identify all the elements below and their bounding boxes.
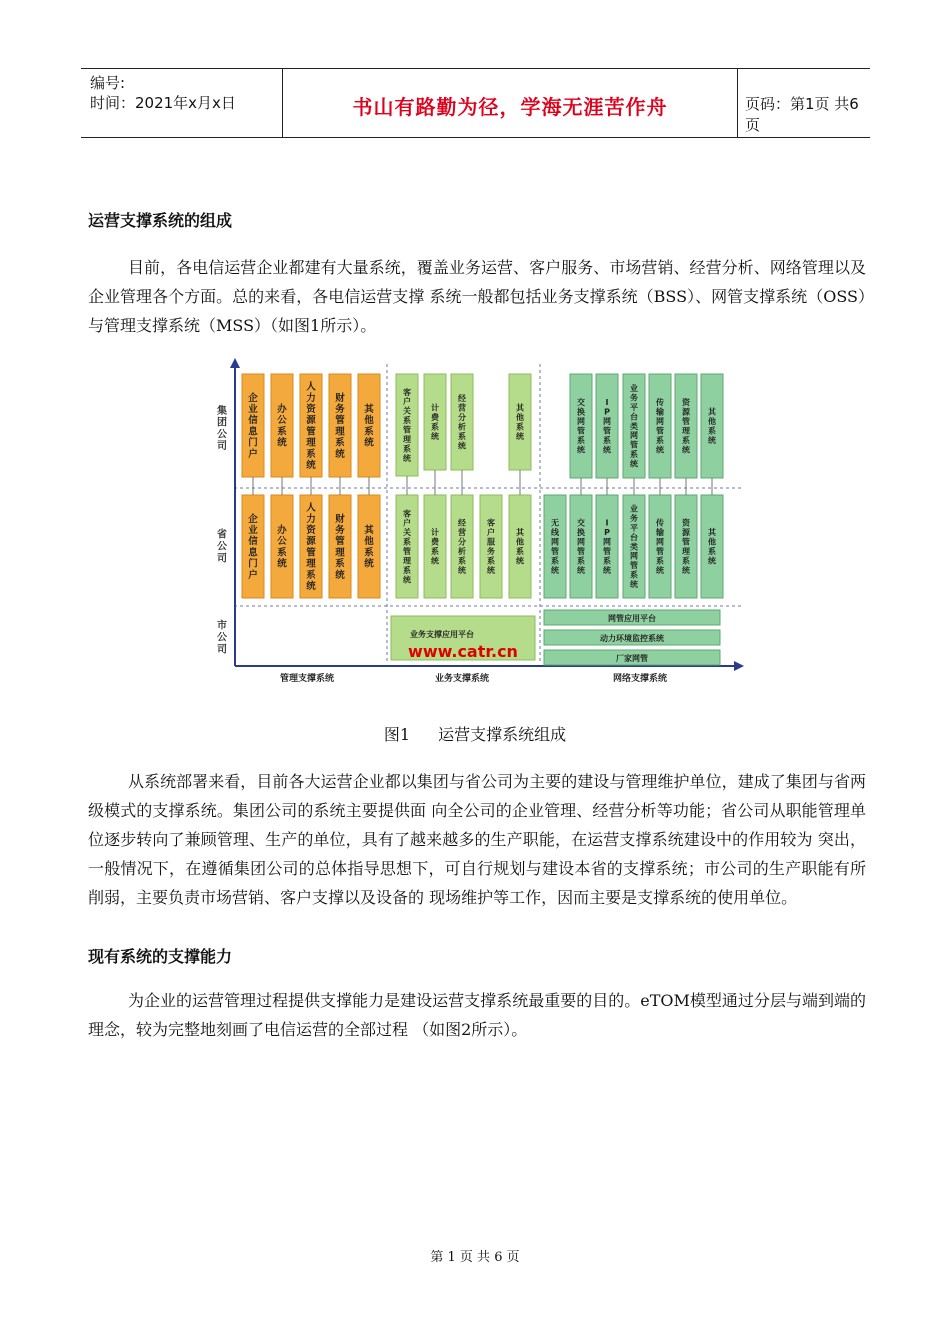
figure-caption <box>0 722 950 745</box>
serial-label: 编号: <box>90 74 126 92</box>
row-label-1: 省公司 <box>217 529 227 565</box>
city-net-bar-label-0: 网管应用平台 <box>608 614 656 623</box>
mgmt-box-0-4-label: 其他系统 <box>364 404 374 449</box>
mgmt-box-0-3-label: 财务管理系统 <box>335 392 345 460</box>
group-label-2: 网络支撑系统 <box>612 674 668 684</box>
net-group-box-3-label: 传输网管系统 <box>656 398 664 455</box>
biz-group-box-3-label: 其他系统 <box>516 403 524 441</box>
watermark: www.catr.cn <box>408 642 518 661</box>
biz-prov-box-0-label: 客户关系管理系统 <box>403 509 411 585</box>
y-axis-arrow <box>230 358 240 368</box>
net-prov-box-5-label: 资源管理系统 <box>682 518 690 575</box>
net-prov-box-2-label: I P 网管系统 <box>603 518 611 575</box>
page-info: 页码：第1页 共6页 <box>745 95 859 134</box>
mgmt-box-1-3-label: 财务管理系统 <box>335 513 345 581</box>
figure-diagram <box>204 354 748 690</box>
net-prov-box-3-label: 业务平台类网管系统 <box>630 504 638 590</box>
row-label-0: 集团公司 <box>217 405 227 453</box>
net-group-box-1-label: I P 网管系统 <box>603 398 611 455</box>
header-motto-cell <box>282 69 738 137</box>
group-label-1: 业务支撑系统 <box>434 674 490 684</box>
net-group-box-4-label: 资源管理系统 <box>682 398 690 455</box>
city-net-bar-label-2: 厂家网管 <box>616 654 648 663</box>
section-heading-composition: 运营支撑系统的组成 <box>88 211 233 230</box>
biz-group-box-1-label: 计费系统 <box>431 403 439 441</box>
mgmt-box-1-0-label: 企业信息门户 <box>248 513 258 581</box>
page-header <box>81 68 870 138</box>
time-label: 时间：2021年x月x日 <box>90 94 236 112</box>
mgmt-box-0-1-label: 办公系统 <box>277 404 287 449</box>
mgmt-box-1-4-label: 其他系统 <box>364 525 374 570</box>
page-footer: 第 1 页 共 6 页 <box>430 1250 520 1265</box>
header-left-cell <box>81 69 282 137</box>
biz-prov-box-2-label: 经营分析系统 <box>458 518 466 575</box>
mgmt-box-1-1-label: 办公系统 <box>277 525 287 570</box>
biz-prov-box-1-label: 计费系统 <box>431 528 439 566</box>
net-prov-box-0-label: 无线网管系统 <box>551 518 559 575</box>
section-heading-capability: 现有系统的支撑能力 <box>88 947 233 966</box>
figure-caption-text: 运营支撑系统组成 <box>438 725 567 744</box>
net-group-box-5-label: 其他系统 <box>708 407 716 445</box>
biz-group-box-2-label: 经营分析系统 <box>458 394 466 451</box>
biz-prov-box-3-label: 客户服务系统 <box>487 518 495 575</box>
biz-prov-box-4-label: 其他系统 <box>516 528 524 566</box>
row-label-2: 市公司 <box>217 620 227 656</box>
net-group-box-2-label: 业务平台类网管系统 <box>630 384 638 469</box>
city-net-bar-label-1: 动力环境监控系统 <box>600 634 664 643</box>
figure-oss-composition <box>204 354 748 690</box>
paragraph-intro: 目前，各电信运营企业都建有大量系统，覆盖业务运营、客户服务、市场营销、经营分析、网络管理以及企业管理各个方面。总的来看，各电信运营支撑 系统一般都包括业务支撑系统（BSS）、网管支撑系统（OSS）与管理支撑系统（MSS）（如图1所示）。 <box>88 258 866 335</box>
paragraph-capability: 为企业的运营管理过程提供支撑能力是建设运营支撑系统最重要的目的。eTOM模型通过分层与端到端的理念，较为完整地刻画了电信运营的全部过程 （如图2所示）。 <box>88 991 866 1039</box>
motto: 书山有路勤为径，学海无涯苦作舟 <box>352 95 668 119</box>
biz-group-box-0-label: 客户关系管理系统 <box>403 387 411 463</box>
figure-caption-number: 图1 <box>383 725 411 744</box>
x-axis-arrow <box>734 661 744 671</box>
paragraph-deployment: 从系统部署来看，目前各大运营企业都以集团与省公司为主要的建设与管理维护单位，建成了集团与省两级模式的支撑系统。集团公司的系统主要提供面 向全公司的企业管理、经营分析等功能；省公司从职能管理单位逐步转向了兼顾管理、生产的单位，具有了越来越多的生产职能，在运营支撑系统建设中的作用较为 突出，一般情况下，在遵循集团公司的总体指导思想下，可自行规划与建设本省的支撑系统；市公司的生产职能有所削弱，主要负责市场营销、客户支撑以及设备的 现场维护等工作，因而主要是支撑系统的使用单位。 <box>88 772 866 907</box>
mgmt-box-0-2-label: 人力资源管理系统 <box>306 381 316 472</box>
city-biz-bar-label: 业务支撑应用平台 <box>410 630 474 639</box>
net-group-box-0-label: 交换网管系统 <box>577 398 585 455</box>
mgmt-box-1-2-label: 人力资源管理系统 <box>306 502 316 593</box>
net-prov-box-4-label: 传输网管系统 <box>656 518 664 575</box>
net-prov-box-6-label: 其他系统 <box>708 528 716 566</box>
net-prov-box-1-label: 交换网管系统 <box>577 518 585 575</box>
mgmt-box-0-0-label: 企业信息门户 <box>248 392 258 460</box>
group-label-0: 管理支撑系统 <box>279 674 335 684</box>
